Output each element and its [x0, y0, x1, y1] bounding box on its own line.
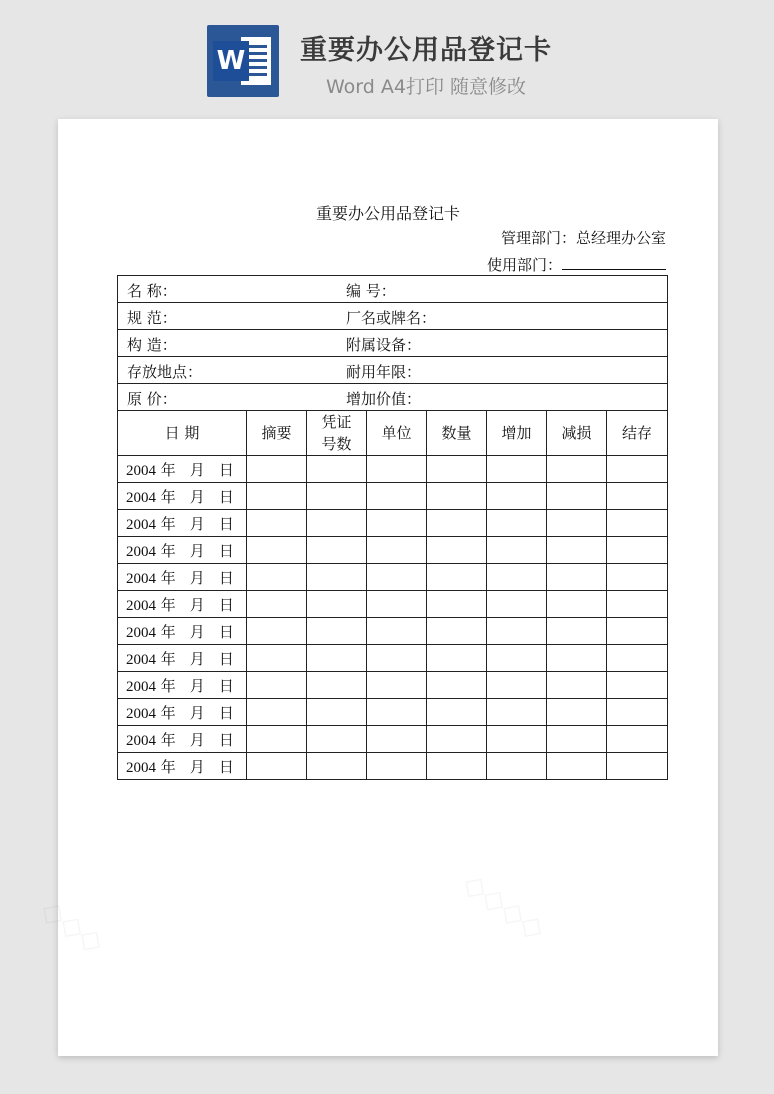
decrease-cell[interactable] — [547, 672, 607, 699]
voucher-cell[interactable] — [307, 564, 367, 591]
summary-cell[interactable] — [247, 645, 307, 672]
decrease-cell[interactable] — [547, 645, 607, 672]
summary-cell[interactable] — [247, 537, 307, 564]
decrease-cell[interactable] — [547, 618, 607, 645]
quantity-cell[interactable] — [427, 672, 487, 699]
day-char: 日 — [218, 757, 234, 776]
summary-cell[interactable] — [247, 753, 307, 780]
month-char: 月 — [189, 514, 205, 533]
document-title: 重要办公用品登记卡 — [315, 204, 460, 223]
voucher-cell[interactable] — [307, 699, 367, 726]
balance-cell[interactable] — [607, 699, 668, 726]
info-row — [118, 384, 668, 411]
decrease-cell[interactable] — [547, 699, 607, 726]
header-decrease: 减损 — [547, 411, 607, 456]
unit-cell[interactable] — [367, 645, 427, 672]
increase-cell[interactable] — [487, 645, 547, 672]
table-row — [118, 456, 668, 483]
month-char: 月 — [189, 622, 205, 641]
year-value: 2004 — [126, 759, 156, 776]
month-char: 月 — [189, 595, 205, 614]
voucher-cell[interactable] — [307, 672, 367, 699]
info-row — [118, 276, 668, 303]
increase-cell[interactable] — [487, 483, 547, 510]
unit-cell[interactable] — [367, 537, 427, 564]
watermark — [456, 866, 552, 948]
service-life-label: 耐用年限： — [346, 363, 422, 381]
unit-cell[interactable] — [367, 699, 427, 726]
table-row — [118, 699, 668, 726]
header-quantity: 数量 — [427, 411, 487, 456]
summary-cell[interactable] — [247, 699, 307, 726]
day-char: 日 — [218, 541, 234, 560]
voucher-cell[interactable] — [307, 483, 367, 510]
management-dept: 管理部门：总经理办公室 — [500, 229, 666, 247]
table-row — [118, 537, 668, 564]
header-banner — [0, 0, 774, 118]
voucher-cell[interactable] — [307, 510, 367, 537]
header-voucher-line2: 号数 — [321, 435, 352, 453]
month-char: 月 — [189, 568, 205, 587]
header-voucher — [307, 411, 367, 456]
summary-cell[interactable] — [247, 510, 307, 537]
voucher-cell[interactable] — [307, 591, 367, 618]
year-char: 年 — [160, 541, 176, 560]
year-char: 年 — [160, 676, 176, 695]
month-char: 月 — [189, 730, 205, 749]
day-char: 日 — [218, 514, 234, 533]
voucher-cell[interactable] — [307, 618, 367, 645]
unit-cell[interactable] — [367, 753, 427, 780]
year-char: 年 — [160, 514, 176, 533]
year-value: 2004 — [126, 462, 156, 479]
voucher-cell[interactable] — [307, 537, 367, 564]
header-date: 日 期 — [118, 411, 247, 456]
table-row — [118, 510, 668, 537]
year-value: 2004 — [126, 732, 156, 749]
increase-cell[interactable] — [487, 672, 547, 699]
table-row — [118, 564, 668, 591]
summary-cell[interactable] — [247, 456, 307, 483]
quantity-cell[interactable] — [427, 726, 487, 753]
year-value: 2004 — [126, 651, 156, 668]
table-row — [118, 483, 668, 510]
year-value: 2004 — [126, 597, 156, 614]
day-char: 日 — [218, 595, 234, 614]
location-label: 存放地点： — [127, 363, 203, 381]
quantity-cell[interactable] — [427, 483, 487, 510]
year-value: 2004 — [126, 543, 156, 560]
balance-cell[interactable] — [607, 483, 668, 510]
balance-cell[interactable] — [607, 753, 668, 780]
date-cell[interactable] — [118, 537, 247, 564]
header-unit: 单位 — [367, 411, 427, 456]
banner-subtitle: Word A4打印 随意修改 — [326, 76, 527, 98]
increase-cell[interactable] — [487, 591, 547, 618]
year-char: 年 — [160, 649, 176, 668]
increase-cell[interactable] — [487, 618, 547, 645]
quantity-cell[interactable] — [427, 537, 487, 564]
table-row — [118, 672, 668, 699]
quantity-cell[interactable] — [427, 699, 487, 726]
balance-cell[interactable] — [607, 645, 668, 672]
day-char: 日 — [218, 676, 234, 695]
date-cell[interactable] — [118, 672, 247, 699]
day-char: 日 — [218, 487, 234, 506]
increase-cell[interactable] — [487, 564, 547, 591]
day-char: 日 — [218, 622, 234, 641]
registration-table — [117, 275, 668, 780]
increase-cell[interactable] — [487, 753, 547, 780]
table-row — [118, 591, 668, 618]
year-char: 年 — [160, 622, 176, 641]
balance-cell[interactable] — [607, 564, 668, 591]
manufacturer-label: 厂名或牌名： — [346, 309, 437, 327]
quantity-cell[interactable] — [427, 510, 487, 537]
increase-cell[interactable] — [487, 510, 547, 537]
year-char: 年 — [160, 730, 176, 749]
column-header-row — [118, 411, 668, 456]
unit-cell[interactable] — [367, 564, 427, 591]
info-row — [118, 330, 668, 357]
quantity-cell[interactable] — [427, 753, 487, 780]
unit-cell[interactable] — [367, 726, 427, 753]
date-cell[interactable] — [118, 456, 247, 483]
date-cell[interactable] — [118, 753, 247, 780]
year-char: 年 — [160, 568, 176, 587]
year-value: 2004 — [126, 570, 156, 587]
year-char: 年 — [160, 595, 176, 614]
balance-cell[interactable] — [607, 618, 668, 645]
decrease-cell[interactable] — [547, 483, 607, 510]
original-price-label: 原 价： — [127, 390, 177, 408]
date-cell[interactable] — [118, 726, 247, 753]
date-cell[interactable] — [118, 510, 247, 537]
year-value: 2004 — [126, 489, 156, 506]
date-cell[interactable] — [118, 564, 247, 591]
table-row — [118, 726, 668, 753]
info-row — [118, 357, 668, 384]
unit-cell[interactable] — [367, 483, 427, 510]
user-dept-blank[interactable] — [562, 255, 666, 270]
increase-cell[interactable] — [487, 699, 547, 726]
summary-cell[interactable] — [247, 618, 307, 645]
date-cell[interactable] — [118, 699, 247, 726]
word-icon — [207, 25, 279, 97]
day-char: 日 — [218, 649, 234, 668]
unit-cell[interactable] — [367, 618, 427, 645]
summary-cell[interactable] — [247, 672, 307, 699]
balance-cell[interactable] — [607, 456, 668, 483]
word-letter: W — [213, 41, 249, 81]
quantity-cell[interactable] — [427, 645, 487, 672]
year-char: 年 — [160, 703, 176, 722]
info-row — [118, 303, 668, 330]
summary-cell[interactable] — [247, 483, 307, 510]
banner-title: 重要办公用品登记卡 — [300, 35, 552, 66]
voucher-cell[interactable] — [307, 645, 367, 672]
day-char: 日 — [218, 568, 234, 587]
date-cell[interactable] — [118, 618, 247, 645]
month-char: 月 — [189, 460, 205, 479]
month-char: 月 — [189, 487, 205, 506]
increase-cell[interactable] — [487, 726, 547, 753]
year-char: 年 — [160, 487, 176, 506]
unit-cell[interactable] — [367, 591, 427, 618]
date-cell[interactable] — [118, 645, 247, 672]
header-summary: 摘要 — [247, 411, 307, 456]
decrease-cell[interactable] — [547, 564, 607, 591]
header-balance: 结存 — [607, 411, 668, 456]
decrease-cell[interactable] — [547, 510, 607, 537]
decrease-cell[interactable] — [547, 726, 607, 753]
quantity-cell[interactable] — [427, 456, 487, 483]
added-value-label: 增加价值： — [346, 390, 422, 408]
summary-cell[interactable] — [247, 564, 307, 591]
structure-label: 构 造： — [127, 336, 177, 354]
user-dept-label: 使用部门： — [486, 256, 562, 274]
table-row — [118, 753, 668, 780]
name-label: 名 称： — [127, 282, 177, 300]
unit-cell[interactable] — [367, 672, 427, 699]
month-char: 月 — [189, 676, 205, 695]
decrease-cell[interactable] — [547, 537, 607, 564]
quantity-cell[interactable] — [427, 618, 487, 645]
day-char: 日 — [218, 730, 234, 749]
increase-cell[interactable] — [487, 537, 547, 564]
date-cell[interactable] — [118, 483, 247, 510]
spec-label: 规 范： — [127, 309, 177, 327]
header-voucher-line1: 凭证 — [321, 413, 352, 431]
year-value: 2004 — [126, 516, 156, 533]
year-value: 2004 — [126, 624, 156, 641]
year-value: 2004 — [126, 705, 156, 722]
document-page — [58, 119, 718, 1056]
year-value: 2004 — [126, 678, 156, 695]
year-char: 年 — [160, 757, 176, 776]
unit-cell[interactable] — [367, 456, 427, 483]
month-char: 月 — [189, 649, 205, 668]
month-char: 月 — [189, 757, 205, 776]
watermark — [34, 892, 111, 960]
user-dept — [487, 254, 666, 275]
balance-cell[interactable] — [607, 537, 668, 564]
balance-cell[interactable] — [607, 510, 668, 537]
decrease-cell[interactable] — [547, 753, 607, 780]
code-label: 编 号： — [346, 282, 396, 300]
summary-cell[interactable] — [247, 726, 307, 753]
month-char: 月 — [189, 541, 205, 560]
balance-cell[interactable] — [607, 726, 668, 753]
increase-cell[interactable] — [487, 456, 547, 483]
header-increase: 增加 — [487, 411, 547, 456]
voucher-cell[interactable] — [307, 456, 367, 483]
decrease-cell[interactable] — [547, 591, 607, 618]
balance-cell[interactable] — [607, 672, 668, 699]
voucher-cell[interactable] — [307, 726, 367, 753]
quantity-cell[interactable] — [427, 564, 487, 591]
voucher-cell[interactable] — [307, 753, 367, 780]
table-row — [118, 645, 668, 672]
date-cell[interactable] — [118, 591, 247, 618]
balance-cell[interactable] — [607, 591, 668, 618]
day-char: 日 — [218, 703, 234, 722]
month-char: 月 — [189, 703, 205, 722]
table-row — [118, 618, 668, 645]
decrease-cell[interactable] — [547, 456, 607, 483]
year-char: 年 — [160, 460, 176, 479]
summary-cell[interactable] — [247, 591, 307, 618]
accessories-label: 附属设备： — [346, 336, 422, 354]
unit-cell[interactable] — [367, 510, 427, 537]
quantity-cell[interactable] — [427, 591, 487, 618]
day-char: 日 — [218, 460, 234, 479]
